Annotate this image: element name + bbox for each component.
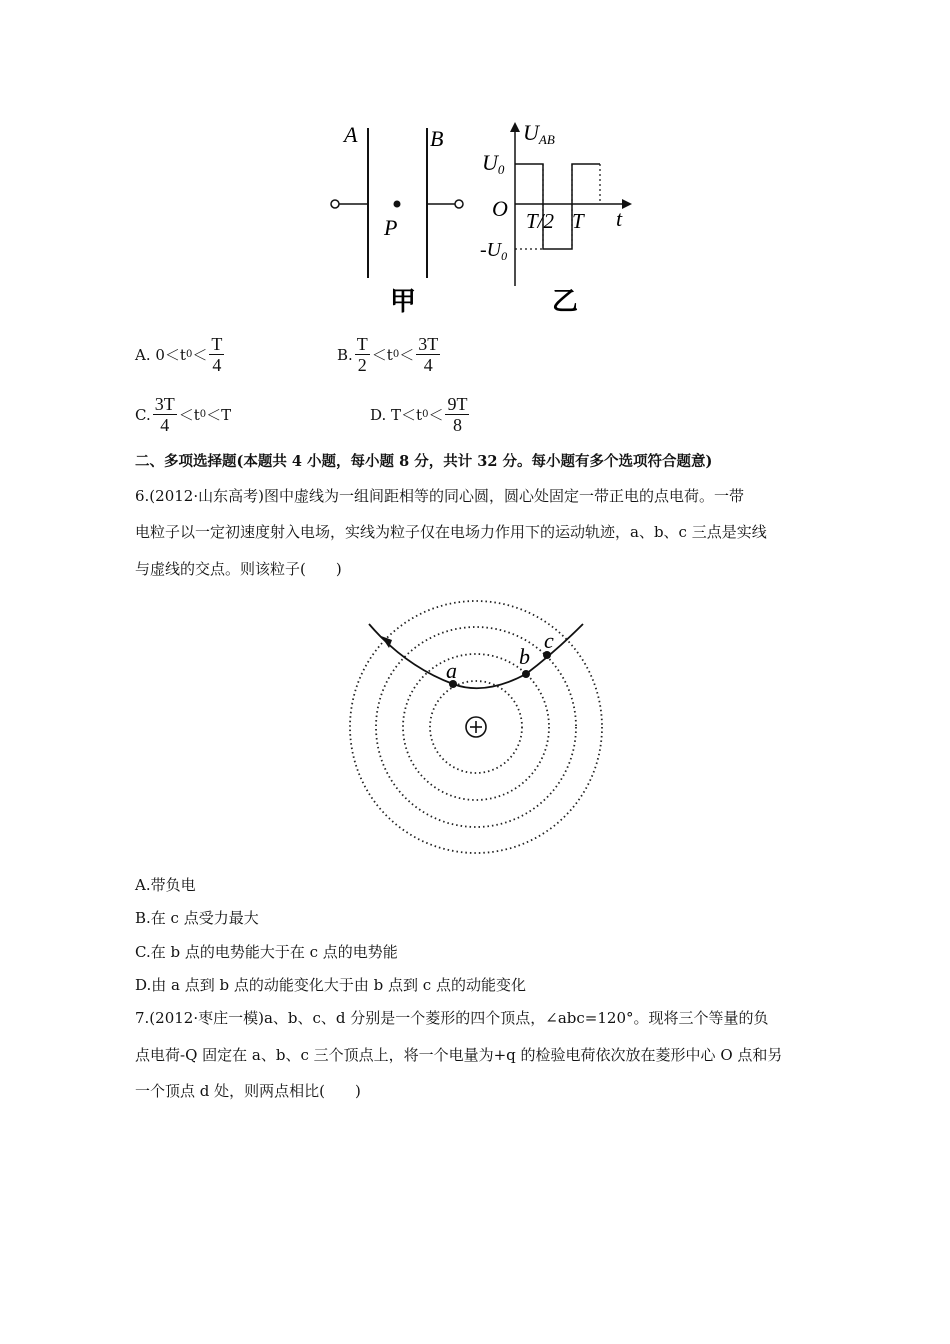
q5-option-b (337, 334, 442, 375)
q6-option-d: D.由 a 点到 b 点的动能变化大于由 b 点到 c 点的动能变化 (135, 976, 526, 994)
terminal-right (455, 200, 463, 208)
label-a: a (446, 658, 457, 683)
option-c-sub: 0 (199, 409, 207, 420)
label-b: B (430, 126, 444, 151)
option-b-mid: ＜t (371, 346, 393, 364)
frac-num: T (211, 334, 223, 354)
section-2-heading: 二、多项选择题(本题共 4 小题，每小题 8 分，共计 32 分。每小题有多个选项符合题意) (135, 453, 713, 470)
q6-option-a: A.带负电 (135, 876, 196, 894)
q6-line-3: 与虚线的交点。则该粒子( ) (135, 560, 342, 578)
figure-capacitor-and-voltage (320, 118, 640, 323)
option-b-sub: 0 (392, 349, 400, 360)
label-b: b (519, 644, 530, 669)
q6-line-2: 电粒子以一定初速度射入电场，实线为粒子仅在电场力作用下的运动轨迹，a、b、c 三点是实线 (135, 523, 767, 541)
frac-num: T (356, 334, 368, 354)
label-u0: U0 (482, 150, 505, 177)
option-d-fraction (445, 394, 469, 435)
q7-line-1: 7.(2012·枣庄一模)a、b、c、d 分别是一个菱形的四个顶点，∠abc=120°。现将三个等量的负 (135, 1009, 769, 1027)
frac-num: 3T (418, 334, 439, 354)
q5-option-c (135, 394, 231, 435)
option-a-prefix: A. 0＜t (135, 346, 186, 364)
label-neg-u0: $-U_0$ (480, 239, 508, 263)
caption-jia: 甲 (390, 287, 417, 317)
y-axis-arrow (510, 122, 520, 132)
label-t-half: T/2 (526, 209, 555, 233)
option-a-fraction (209, 334, 224, 375)
caption-yi: 乙 (552, 287, 579, 317)
q6-line-1: 6.(2012·山东高考)图中虚线为一组间距相等的同心圆，圆心处固定一带正电的点电荷。一带 (135, 487, 744, 505)
option-d-prefix: D. T＜t (370, 406, 423, 424)
option-b-fraction-1 (355, 334, 370, 375)
option-c-prefix: C. (135, 405, 151, 424)
point-p (394, 201, 401, 208)
figure-concentric-circles (345, 596, 607, 858)
option-c-fraction (153, 394, 177, 435)
frac-den: 4 (423, 355, 433, 375)
label-c: c (544, 628, 554, 653)
q6-option-c: C.在 b 点的电势能大于在 c 点的电势能 (135, 943, 398, 961)
square-wave (515, 164, 600, 249)
frac-den: 8 (452, 415, 462, 435)
option-b-prefix: B. (337, 345, 353, 364)
frac-den: 4 (160, 415, 170, 435)
frac-den: 4 (212, 355, 222, 375)
frac-den: 2 (357, 355, 367, 375)
label-t-period: T (572, 209, 584, 233)
terminal-left (331, 200, 339, 208)
label-p: P (384, 215, 398, 240)
q5-option-a (135, 334, 226, 375)
option-c-mid: ＜t (178, 406, 200, 424)
q7-line-3: 一个顶点 d 处，则两点相比( ) (135, 1082, 361, 1100)
option-b-fraction-2 (416, 334, 440, 375)
q7-line-2: 点电荷-Q 固定在 a、b、c 三个顶点上，将一个电量为+q 的检验电荷依次放在菱形中心 O 点和另 (135, 1046, 783, 1064)
option-c-tail: ＜T (206, 406, 232, 424)
option-d-rel: ＜ (428, 406, 444, 424)
axis-uab: UAB (523, 120, 555, 147)
option-a-sub: 0 (185, 349, 193, 360)
label-t-axis: t (616, 206, 623, 231)
frac-num: 3T (154, 394, 175, 414)
q6-option-b: B.在 c 点受力最大 (135, 909, 259, 927)
t-axis-arrow (622, 199, 632, 209)
label-o: O (492, 196, 508, 221)
label-a: A (344, 122, 358, 147)
option-b-rel: ＜ (399, 346, 415, 364)
frac-num: 9T (447, 394, 468, 414)
point-b (522, 670, 530, 678)
option-d-sub: 0 (422, 409, 429, 420)
q5-option-d (370, 394, 471, 435)
option-a-rel: ＜ (192, 346, 208, 364)
